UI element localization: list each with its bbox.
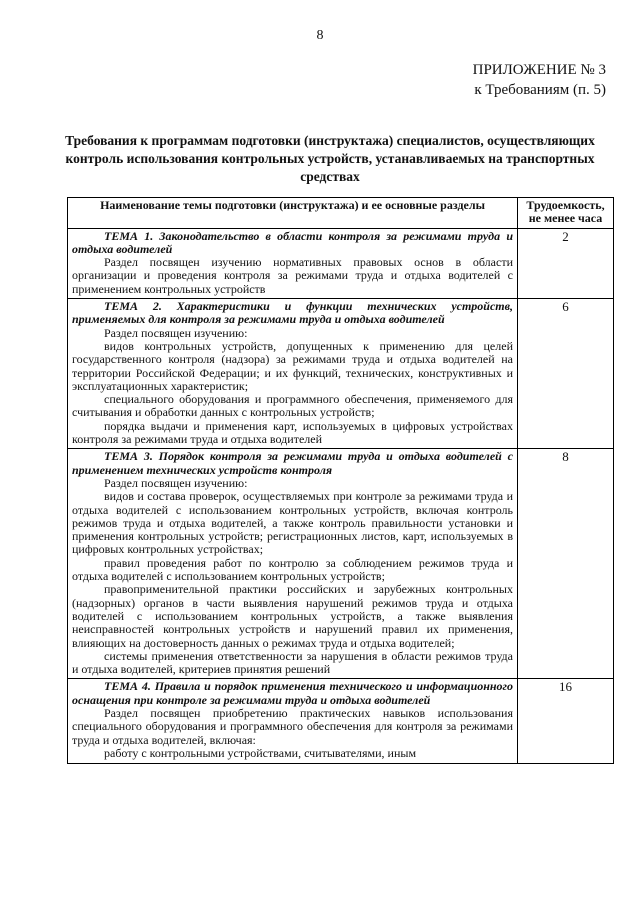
topic-paragraph: видов контрольных устройств, допущенных к применению для целей государственного контроля (надзора) за режимами труда и отдыха водителей на территории Российской Федерации; и их функций, технических, конструктивных и эксплуатационных характеристик;	[72, 338, 513, 393]
topic-paragraph: порядка выдачи и применения карт, используемых в цифровых устройствах контроля за режимами труда и отдыха водителей	[72, 418, 513, 447]
table-row	[68, 228, 614, 298]
hours-cell: 2	[518, 228, 614, 298]
topic-cell	[68, 299, 518, 449]
document-title: Требования к программам подготовки (инструктажа) специалистов, осуществляющих контроль использования контрольных устройств, устанавливаемых на транспортных средствах	[65, 133, 595, 184]
topic-paragraph: Раздел посвящен изучению:	[104, 475, 248, 490]
appendix-subtitle: к Требованиям (п. 5)	[474, 82, 606, 98]
topic-paragraph: системы применения ответственности за нарушения в области режимов труда и отдыха водителей, критериев принятия решений	[72, 648, 513, 677]
header-hours: Трудоемкость, не менее часа	[518, 198, 614, 229]
topic-paragraph: Раздел посвящен изучению нормативных правовых основ в области организации и проведения контроля за режимами труда и отдыха водителей с применением контрольных устройств	[72, 255, 513, 296]
hours-cell: 6	[518, 299, 614, 449]
appendix-reference	[473, 60, 606, 100]
table-header-row	[68, 198, 614, 229]
topic-paragraph: Раздел посвящен приобретению практических навыков использования специального оборудования и программного обеспечения для контроля за режимами труда и отдыха водителей, включая:	[72, 705, 513, 747]
hours-cell: 8	[518, 449, 614, 679]
appendix-label: ПРИЛОЖЕНИЕ № 3	[472, 62, 606, 78]
hours-cell: 16	[518, 679, 614, 763]
topic-paragraph: работу с контрольными устройствами, считывателями, иным	[104, 746, 417, 760]
table-row	[68, 449, 614, 679]
topic-paragraph: правоприменительной практики российских и зарубежных контрольных (надзорных) органов в части выявления нарушений режимов труда и отдыха водителей с использованием контрольных устройств, а также выявления неисправностей контрольных устройств и нарушений правил их применения, влияющих на достоверность данных о режимах труда и отдыха водителей;	[72, 582, 513, 650]
topic-cell	[68, 228, 518, 298]
table-row	[68, 679, 614, 763]
table-row	[68, 299, 614, 449]
topic-cell	[68, 449, 518, 679]
requirements-table	[67, 197, 614, 764]
topic-title: ТЕМА 4. Правила и порядок применения технического и информационного оснащения при контроле за режимами труда и отдыха водителей	[72, 679, 513, 707]
topic-title: ТЕМА 3. Порядок контроля за режимами труда и отдыха водителей с применением технических устройств контроля	[72, 449, 513, 477]
topic-paragraph: специального оборудования и программного обеспечения, применяемого для считывания и обработки данных с контрольных устройств;	[72, 392, 513, 420]
page-number: 8	[316, 28, 324, 43]
header-topic: Наименование темы подготовки (инструктажа) и ее основные разделы	[68, 198, 518, 229]
topic-paragraph: Раздел посвящен изучению:	[104, 325, 248, 340]
topic-paragraph: видов и состава проверок, осуществляемых при контроле за режимами труда и отдыха водителей с использованием контрольных устройств, включая контроль режимов труда и отдыха водителей, а также контроль правильности установки и применения контрольных устройств; регистрационных листов, карт, используемых в цифровых контрольных устройствах;	[72, 489, 513, 557]
topic-title: ТЕМА 2. Характеристики и функции технических устройств, применяемых для контроля за режимами труда и отдыха водителей	[72, 299, 513, 327]
topic-cell	[68, 679, 518, 763]
topic-title: ТЕМА 1. Законодательство в области контроля за режимами труда и отдыха водителей	[72, 228, 513, 256]
topic-paragraph: правил проведения работ по контролю за соблюдением режимов труда и отдыха водителей с использованием контрольных устройств;	[72, 555, 513, 584]
